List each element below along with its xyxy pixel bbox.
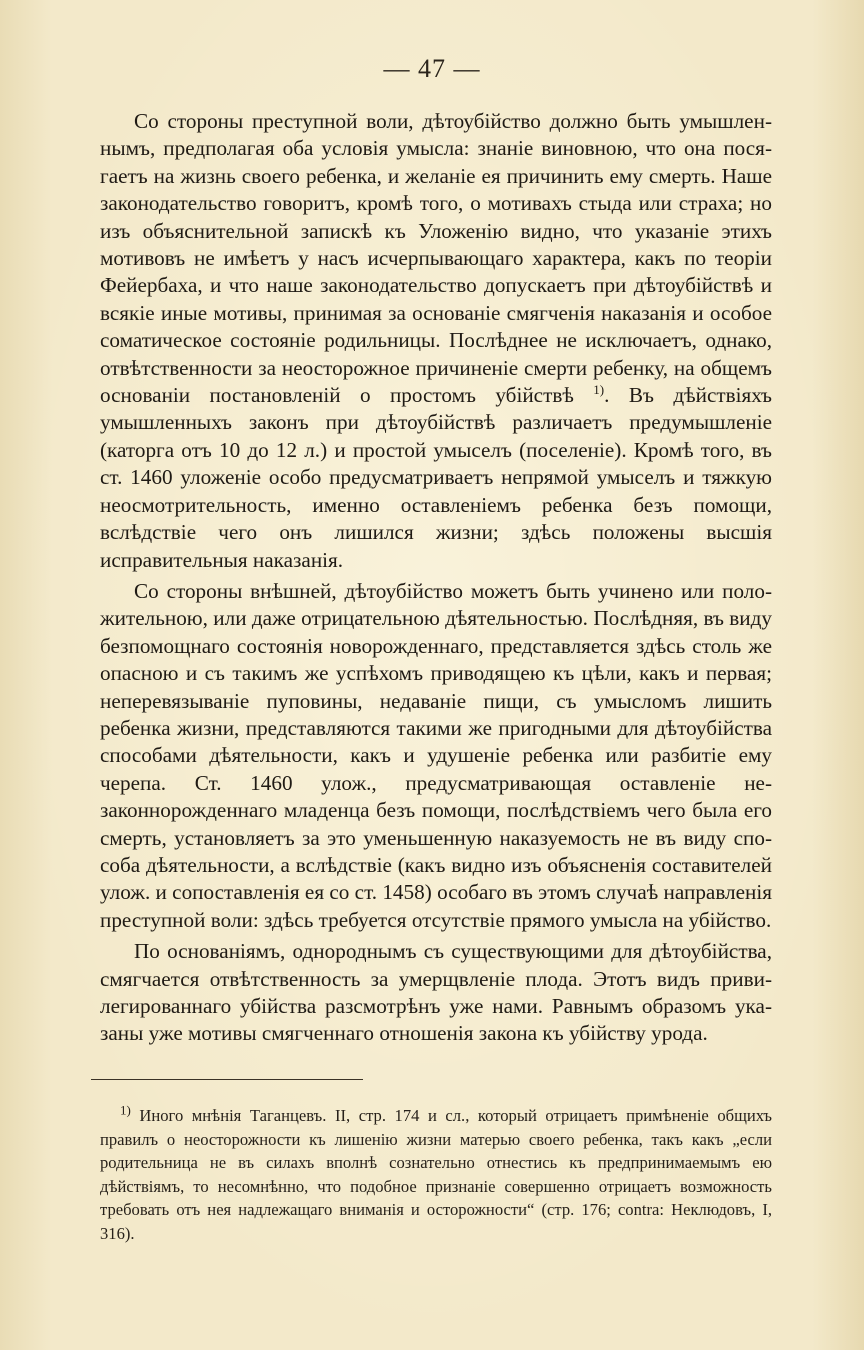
- footnote-text: Иного мнѣнія Таганцевъ. II, стр. 174 и сл., который отрицаетъ примѣненіе общихъ правилъ о неосторожности къ лишенію жизни матерью своего ребенка, такъ какъ „если родительница не въ силахъ вполнѣ сознательно отнестись къ предпринимаемымъ ею дѣйствіямъ, то несомнѣнно, что подобное признаніе совершенно отрицаетъ возможность требовать отъ нея надлежащаго вниманія и осторожности“ (стр. 176; contra: Неклюдовъ, I, 316).: [100, 1106, 772, 1243]
- footnote-marker: 1): [120, 1102, 131, 1118]
- page-number: — 47 —: [383, 54, 481, 83]
- paragraph-1: [100, 108, 772, 574]
- footnote: [100, 1104, 772, 1246]
- main-text: [100, 108, 772, 1048]
- paragraph-1-text-after: . Въ дѣйствіяхъ умышленныхъ законъ при дѣтоубійствѣ различаетъ предумышленіе (каторга отъ 10 до 12 л.) и простой умыселъ (поселеніе). Кромѣ того, въ ст. 1460 уложеніе особо предусматриваетъ непрямой умыселъ и тяжкую неосмотрительность, именно оставленіемъ ребенка безъ помощи, вслѣдствіе чего онъ лишился жизни; здѣсь положены высшія исправительныя наказанія.: [100, 383, 772, 572]
- paragraph-2: Со стороны внѣшней, дѣтоубійство можетъ быть учинено или положительною, или даже отрицательною дѣятельностью. Послѣдняя, въ виду безпомощнаго состоянія новорожденнаго, представляется здѣсь столь же опасною и съ такимъ же успѣхомъ приводящею къ цѣли, какъ и первая; неперевязываніе пуповины, недаваніе пищи, съ умысломъ лишить ребенка жизни, представляются такими же пригодными для дѣтоубійства способами дѣятельности, какъ и удушеніе ребенка или разбитіе ему черепа. Ст. 1460 улож., предусматривающая оставленіе незаконнорожденнаго младенца безъ помощи, послѣдствіемъ чего была его смерть, установляетъ за это уменьшенную наказуемость не въ виду способа дѣятельности, а вслѣдствіе (какъ видно изъ объясненія составителей улож. и сопоставленія ея со ст. 1458) особаго въ этомъ случаѣ направленія преступной воли: здѣсь требуется отсутствіе прямого умысла на убійство.: [100, 578, 772, 932]
- paragraph-3: По основаніямъ, однороднымъ съ существующими для дѣтоубійства, смягчается отвѣтственность за умерщвленіе плода. Этотъ видъ привилегированнаго убійства разсмотрѣнъ уже нами. Равнымъ образомъ указаны уже мотивы смягченнаго отношенія закона къ убійству урода.: [100, 939, 772, 1046]
- footnote-divider: [91, 1079, 363, 1080]
- footnote-reference[interactable]: 1): [593, 382, 605, 397]
- paragraph-1-text-before: Со стороны преступной воли, дѣтоубійство должно быть умышленнымъ, предполагая оба условія умысла: знаніе виновною, что она посягаетъ на жизнь своего ребенка, и желаніе ея причинить ему смерть. Наше законодательство говоритъ, кромѣ того, о мотивахъ стыда или страха; но изъ объяснительной запискѣ къ Уложенію видно, что указаніе этихъ мотивовъ не имѣетъ у насъ исчерпывающаго характера, какъ по теоріи Фейербаха, и что наше законодательство допускаетъ при дѣтоубійствѣ и всякіе иные мотивы, принимая за основаніе смягченія наказанія и особое соматическое состояніе родильницы. Послѣднее не исключаетъ, однако, отвѣтственности за неосторожное причиненіе смерти ребенку, на общемъ основаніи постановленій о простомъ убійствѣ: [100, 109, 772, 408]
